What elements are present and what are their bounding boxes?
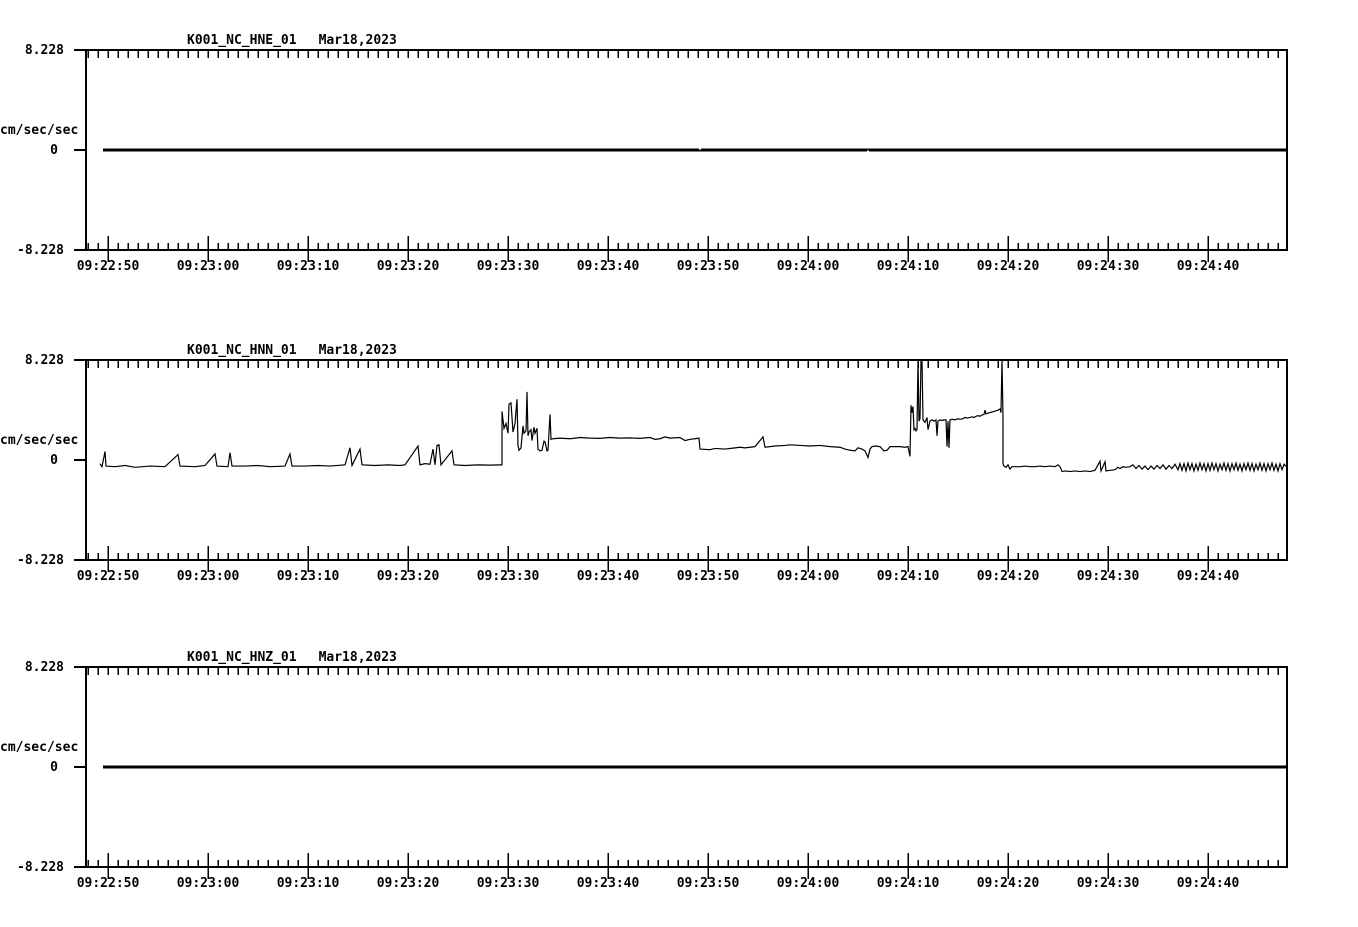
time-tick-label: 09:24:40	[1176, 876, 1240, 891]
time-axis-labels	[0, 876, 1358, 892]
y-axis-zero-label: 0	[50, 453, 58, 468]
time-tick-label: 09:24:10	[876, 876, 940, 891]
time-tick-label: 09:24:00	[776, 876, 840, 891]
time-tick-label: 09:22:50	[76, 569, 140, 584]
date-label: Mar18,2023	[318, 33, 397, 48]
y-axis-unit-label: cm/sec/sec	[0, 123, 79, 138]
y-axis-zero-label: 0	[50, 143, 58, 158]
time-tick-label: 09:24:20	[976, 569, 1040, 584]
waveform-panel-hnz	[0, 617, 1358, 927]
time-tick-label: 09:23:50	[676, 876, 740, 891]
time-axis-labels	[0, 569, 1358, 585]
time-tick-label: 09:23:20	[376, 259, 440, 274]
y-axis-unit-label: cm/sec/sec	[0, 433, 79, 448]
time-tick-label: 09:24:00	[776, 259, 840, 274]
station-id-label: K001_NC_HNN_01	[187, 343, 297, 358]
time-tick-label: 09:23:00	[176, 569, 240, 584]
time-tick-label: 09:23:50	[676, 569, 740, 584]
waveform-panel-hne	[0, 0, 1358, 310]
time-tick-label: 09:24:30	[1076, 876, 1140, 891]
time-tick-label: 09:24:30	[1076, 569, 1140, 584]
time-tick-label: 09:23:30	[476, 876, 540, 891]
time-tick-label: 09:24:30	[1076, 259, 1140, 274]
date-label: Mar18,2023	[318, 650, 397, 665]
time-tick-label: 09:24:40	[1176, 259, 1240, 274]
time-tick-label: 09:22:50	[76, 876, 140, 891]
time-tick-label: 09:23:40	[576, 569, 640, 584]
time-tick-label: 09:24:10	[876, 569, 940, 584]
time-tick-label: 09:22:50	[76, 259, 140, 274]
time-tick-label: 09:24:20	[976, 876, 1040, 891]
waveform-trace	[100, 360, 1287, 472]
y-axis-max-label: 8.228	[24, 660, 64, 675]
time-tick-label: 09:23:30	[476, 259, 540, 274]
y-axis-max-label: 8.228	[24, 43, 64, 58]
y-axis-unit-label: cm/sec/sec	[0, 740, 79, 755]
time-tick-label: 09:23:20	[376, 876, 440, 891]
date-label: Mar18,2023	[318, 343, 397, 358]
y-axis-min-label: -8.228	[17, 553, 64, 568]
time-tick-label: 09:23:30	[476, 569, 540, 584]
time-tick-label: 09:23:00	[176, 259, 240, 274]
station-id-label: K001_NC_HNZ_01	[187, 650, 297, 665]
y-axis-min-label: -8.228	[17, 243, 64, 258]
time-tick-label: 09:23:00	[176, 876, 240, 891]
time-tick-label: 09:24:20	[976, 259, 1040, 274]
time-axis-labels	[0, 259, 1358, 275]
time-tick-label: 09:23:50	[676, 259, 740, 274]
waveform-panel-hnn	[0, 310, 1358, 620]
time-tick-label: 09:23:10	[276, 259, 340, 274]
time-tick-label: 09:23:10	[276, 569, 340, 584]
trace-dropout-notch	[699, 148, 701, 150]
y-axis-min-label: -8.228	[17, 860, 64, 875]
trace-dropout-notch	[867, 151, 869, 153]
time-tick-label: 09:24:40	[1176, 569, 1240, 584]
time-tick-label: 09:24:10	[876, 259, 940, 274]
time-tick-label: 09:23:20	[376, 569, 440, 584]
y-axis-zero-label: 0	[50, 760, 58, 775]
time-tick-label: 09:23:40	[576, 259, 640, 274]
y-axis-max-label: 8.228	[24, 353, 64, 368]
time-tick-label: 09:24:00	[776, 569, 840, 584]
time-tick-label: 09:23:40	[576, 876, 640, 891]
time-tick-label: 09:23:10	[276, 876, 340, 891]
station-id-label: K001_NC_HNE_01	[187, 33, 297, 48]
